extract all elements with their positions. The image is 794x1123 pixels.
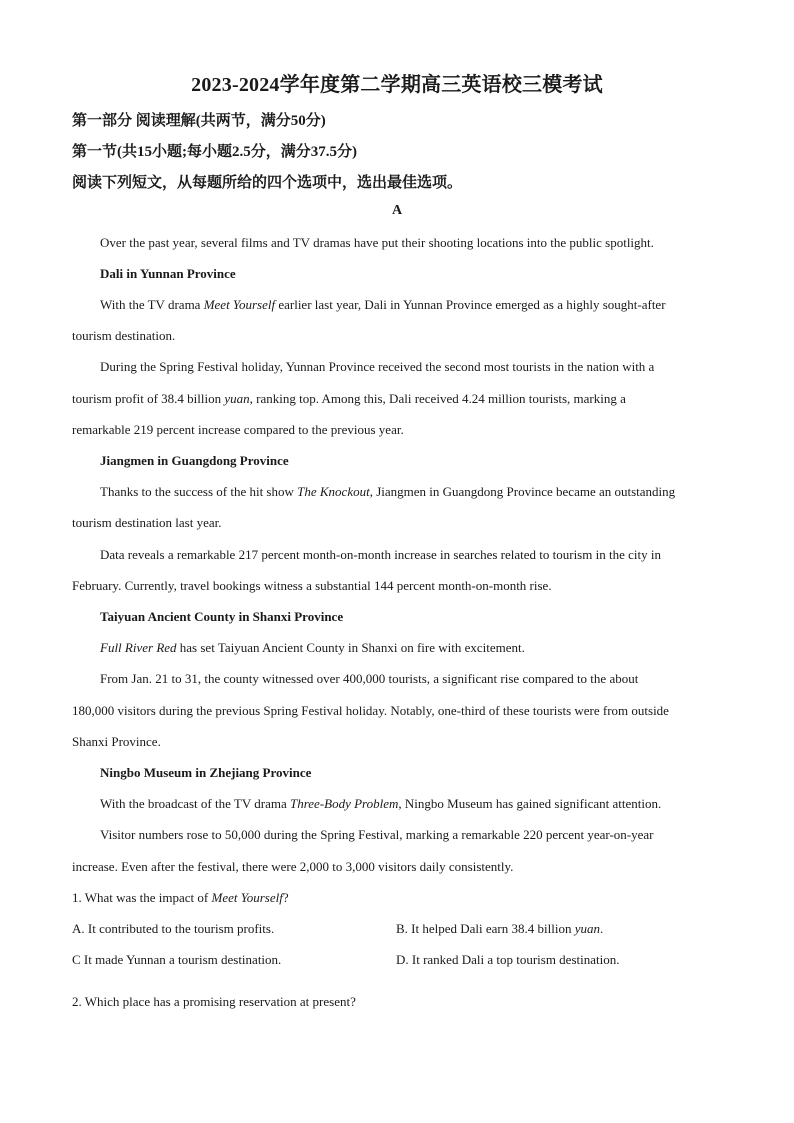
question-1-option-c: C It made Yunnan a tourism destination. xyxy=(72,952,282,967)
taiyuan-para-2-line-3: Shanxi Province. xyxy=(72,734,161,749)
dali-heading: Dali in Yunnan Province xyxy=(100,266,236,281)
dali-para-1: With the TV drama Meet Yourself earlier last year, Dali in Yunnan Province emerged as a highly sought-after xyxy=(100,297,666,312)
jiangmen-para-1: Thanks to the success of the hit show The Knockout, Jiangmen in Guangdong Province became an outstanding xyxy=(100,484,676,499)
ningbo-heading: Ningbo Museum in Zhejiang Province xyxy=(100,765,312,780)
dali-para-2: During the Spring Festival holiday, Yunnan Province received the second most tourists in the nation with a xyxy=(100,359,655,374)
instruction: 阅读下列短文，从每题所给的四个选项中，选出最佳选项。 xyxy=(72,175,463,191)
jiangmen-para-1-cont: tourism destination last year. xyxy=(72,515,222,530)
ningbo-para-2-line-2: increase. Even after the festival, there were 2,000 to 3,000 visitors daily consistently. xyxy=(72,859,514,874)
question-1-option-d: D. It ranked Dali a top tourism destination. xyxy=(396,952,620,967)
exam-title: 2023-2024学年度第二学期高三英语校三模考试 xyxy=(191,74,603,96)
dali-para-1-cont: tourism destination. xyxy=(72,328,176,343)
passage-intro: Over the past year, several films and TV dramas have put their shooting locations into the public spotlight. xyxy=(100,235,654,250)
question-1-option-b: B. It helped Dali earn 38.4 billion yuan. xyxy=(396,921,604,936)
question-1-option-a: A. It contributed to the tourism profits. xyxy=(72,921,275,936)
taiyuan-para-2-line-2: 180,000 visitors during the previous Spring Festival holiday. Notably, one-third of these tourists were from outside xyxy=(72,703,669,718)
question-1-stem: 1. What was the impact of Meet Yourself? xyxy=(72,890,289,905)
passage-letter: A xyxy=(391,203,403,218)
jiangmen-heading: Jiangmen in Guangdong Province xyxy=(100,453,289,468)
ningbo-para-1: With the broadcast of the TV drama Three-Body Problem, Ningbo Museum has gained significant attention. xyxy=(100,796,662,811)
section-heading: 第一节(共15小题;每小题2.5分，满分37.5分) xyxy=(72,144,357,160)
film-title: Full River Red xyxy=(100,640,177,655)
drama-title: Meet Yourself xyxy=(203,297,276,312)
jiangmen-para-2-line-2: February. Currently, travel bookings witness a substantial 144 percent month-on-month rise. xyxy=(72,578,552,593)
ningbo-para-2: Visitor numbers rose to 50,000 during the Spring Festival, marking a remarkable 220 percent year-on-year xyxy=(100,827,654,842)
drama-title: Three-Body Problem xyxy=(289,796,399,811)
show-title: The Knockout xyxy=(297,484,370,499)
taiyuan-para-2: From Jan. 21 to 31, the county witnessed over 400,000 tourists, a significant rise compared to the about xyxy=(100,671,639,686)
taiyuan-para-1: Full River Red has set Taiyuan Ancient County in Shanxi on fire with excitement. xyxy=(100,640,525,655)
part-heading: 第一部分 阅读理解(共两节，满分50分) xyxy=(72,113,326,129)
taiyuan-heading: Taiyuan Ancient County in Shanxi Province xyxy=(100,609,344,624)
dali-para-2-line-2: tourism profit of 38.4 billion yuan, ranking top. Among this, Dali received 4.24 million tourists, marking a xyxy=(72,391,626,406)
question-2-stem: 2. Which place has a promising reservation at present? xyxy=(72,994,356,1009)
dali-para-2-line-3: remarkable 219 percent increase compared to the previous year. xyxy=(72,422,404,437)
jiangmen-para-2: Data reveals a remarkable 217 percent month-on-month increase in searches related to tourism in the city in xyxy=(100,547,661,562)
